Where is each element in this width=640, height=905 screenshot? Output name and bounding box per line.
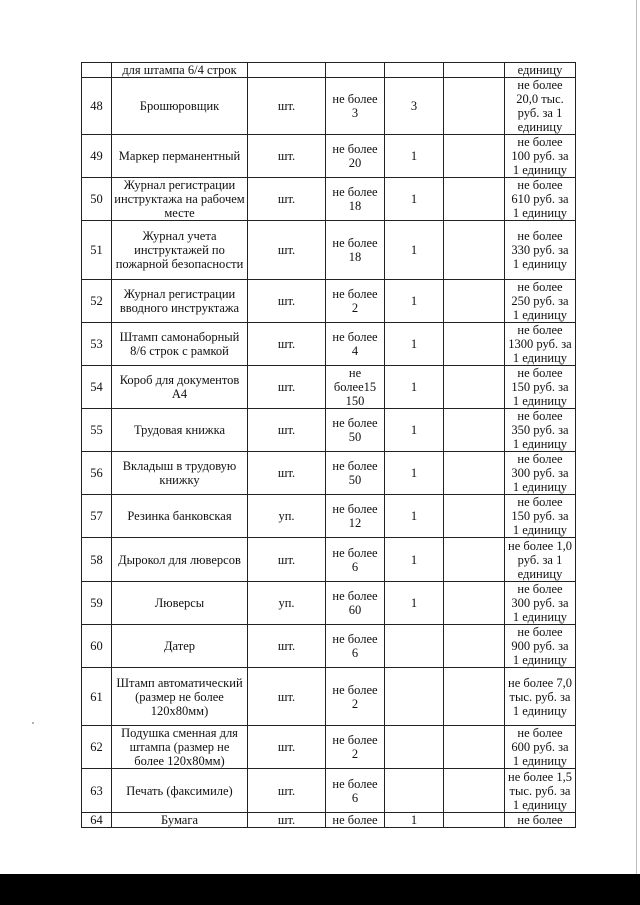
item-quantity: не более 6 xyxy=(326,538,385,582)
item-quantity: не более 50 xyxy=(326,452,385,495)
item-number: 64 xyxy=(82,813,112,828)
item-quantity-min: 1 xyxy=(385,409,444,452)
item-unit: шт. xyxy=(248,726,326,769)
item-quantity-min: 1 xyxy=(385,323,444,366)
item-quantity-min: 1 xyxy=(385,135,444,178)
item-quantity: не более 2 xyxy=(326,668,385,726)
item-quantity-min: 1 xyxy=(385,813,444,828)
item-name: Бумага xyxy=(112,813,248,828)
table-row xyxy=(82,582,576,625)
item-name: Вкладыш в трудовую книжку xyxy=(112,452,248,495)
item-extra xyxy=(444,452,505,495)
item-number: 52 xyxy=(82,280,112,323)
item-name: для штампа 6/4 строк xyxy=(112,63,248,78)
item-quantity: не более 18 xyxy=(326,221,385,280)
item-unit: шт. xyxy=(248,625,326,668)
table-row xyxy=(82,625,576,668)
item-unit: шт. xyxy=(248,280,326,323)
item-quantity-min xyxy=(385,63,444,78)
item-quantity-min: 1 xyxy=(385,538,444,582)
item-quantity-min: 1 xyxy=(385,178,444,221)
item-name: Датер xyxy=(112,625,248,668)
table-row xyxy=(82,221,576,280)
item-name: Дырокол для люверсов xyxy=(112,538,248,582)
item-unit: шт. xyxy=(248,668,326,726)
item-number: 63 xyxy=(82,769,112,813)
item-quantity-min xyxy=(385,726,444,769)
item-quantity-min xyxy=(385,625,444,668)
item-name: Короб для документов А4 xyxy=(112,366,248,409)
item-price: не более 100 руб. за 1 единицу xyxy=(505,135,576,178)
item-extra xyxy=(444,366,505,409)
item-extra xyxy=(444,280,505,323)
item-quantity: не более15 150 xyxy=(326,366,385,409)
item-unit: шт. xyxy=(248,323,326,366)
item-unit: шт. xyxy=(248,538,326,582)
item-price: не более 350 руб. за 1 единицу xyxy=(505,409,576,452)
items-table xyxy=(81,62,576,828)
table-row xyxy=(82,366,576,409)
item-name: Журнал регистрации вводного инструктажа xyxy=(112,280,248,323)
item-price: единицу xyxy=(505,63,576,78)
item-extra xyxy=(444,78,505,135)
table-row xyxy=(82,78,576,135)
table-row xyxy=(82,280,576,323)
item-price: не более 300 руб. за 1 единицу xyxy=(505,452,576,495)
table-row xyxy=(82,668,576,726)
table-row xyxy=(82,726,576,769)
item-number: 58 xyxy=(82,538,112,582)
item-name: Люверсы xyxy=(112,582,248,625)
item-quantity: не более xyxy=(326,813,385,828)
table-row xyxy=(82,178,576,221)
item-name: Журнал учета инструктажей по пожарной безопасности xyxy=(112,221,248,280)
scan-edge-line xyxy=(636,0,637,874)
item-extra xyxy=(444,323,505,366)
item-number: 62 xyxy=(82,726,112,769)
item-extra xyxy=(444,495,505,538)
item-name: Брошюровщик xyxy=(112,78,248,135)
item-unit: уп. xyxy=(248,495,326,538)
item-unit: шт. xyxy=(248,221,326,280)
item-quantity: не более 4 xyxy=(326,323,385,366)
item-name: Печать (факсимиле) xyxy=(112,769,248,813)
item-quantity: не более 6 xyxy=(326,625,385,668)
item-unit: шт. xyxy=(248,178,326,221)
item-unit: шт. xyxy=(248,452,326,495)
item-extra xyxy=(444,726,505,769)
table-row xyxy=(82,135,576,178)
item-number: 59 xyxy=(82,582,112,625)
item-unit: шт. xyxy=(248,78,326,135)
item-price: не более 600 руб. за 1 единицу xyxy=(505,726,576,769)
item-quantity: не более 60 xyxy=(326,582,385,625)
item-number: 61 xyxy=(82,668,112,726)
item-quantity xyxy=(326,63,385,78)
item-name: Трудовая книжка xyxy=(112,409,248,452)
table-row xyxy=(82,769,576,813)
item-name: Резинка банковская xyxy=(112,495,248,538)
item-price: не более 7,0 тыс. руб. за 1 единицу xyxy=(505,668,576,726)
item-extra xyxy=(444,221,505,280)
scan-speck xyxy=(32,722,34,724)
item-quantity-min: 1 xyxy=(385,366,444,409)
item-name: Журнал регистрации инструктажа на рабочем месте xyxy=(112,178,248,221)
item-number: 55 xyxy=(82,409,112,452)
item-quantity-min: 1 xyxy=(385,582,444,625)
item-unit: шт. xyxy=(248,769,326,813)
item-name: Маркер перманентный xyxy=(112,135,248,178)
item-extra xyxy=(444,625,505,668)
item-number: 51 xyxy=(82,221,112,280)
table-row xyxy=(82,323,576,366)
item-price: не более 150 руб. за 1 единицу xyxy=(505,366,576,409)
item-extra xyxy=(444,538,505,582)
item-unit: шт. xyxy=(248,366,326,409)
item-extra xyxy=(444,178,505,221)
item-extra xyxy=(444,769,505,813)
item-number: 53 xyxy=(82,323,112,366)
item-number: 49 xyxy=(82,135,112,178)
item-number: 60 xyxy=(82,625,112,668)
item-price: не более 300 руб. за 1 единицу xyxy=(505,582,576,625)
item-extra xyxy=(444,409,505,452)
item-quantity-min: 1 xyxy=(385,495,444,538)
item-quantity-min xyxy=(385,668,444,726)
item-quantity-min xyxy=(385,769,444,813)
item-price: не более 610 руб. за 1 единицу xyxy=(505,178,576,221)
item-quantity-min: 3 xyxy=(385,78,444,135)
table-row xyxy=(82,63,576,78)
item-number xyxy=(82,63,112,78)
item-price: не более xyxy=(505,813,576,828)
item-price: не более 330 руб. за 1 единицу xyxy=(505,221,576,280)
item-quantity: не более 18 xyxy=(326,178,385,221)
item-price: не более 1,0 руб. за 1 единицу xyxy=(505,538,576,582)
item-extra xyxy=(444,668,505,726)
item-extra xyxy=(444,63,505,78)
table-row xyxy=(82,409,576,452)
item-unit: шт. xyxy=(248,409,326,452)
item-quantity: не более 6 xyxy=(326,769,385,813)
table-row xyxy=(82,495,576,538)
item-price: не более 250 руб. за 1 единицу xyxy=(505,280,576,323)
item-number: 56 xyxy=(82,452,112,495)
item-price: не более 900 руб. за 1 единицу xyxy=(505,625,576,668)
item-unit: уп. xyxy=(248,582,326,625)
item-quantity: не более 2 xyxy=(326,280,385,323)
item-extra xyxy=(444,813,505,828)
items-table-body xyxy=(82,63,576,828)
item-extra xyxy=(444,582,505,625)
item-quantity: не более 2 xyxy=(326,726,385,769)
item-name: Штамп самонаборный 8/6 строк с рамкой xyxy=(112,323,248,366)
scan-bottom-border xyxy=(0,874,640,905)
item-quantity: не более 50 xyxy=(326,409,385,452)
item-price: не более 1,5 тыс. руб. за 1 единицу xyxy=(505,769,576,813)
table-row xyxy=(82,538,576,582)
item-number: 57 xyxy=(82,495,112,538)
item-unit: шт. xyxy=(248,135,326,178)
table-row xyxy=(82,452,576,495)
item-quantity-min: 1 xyxy=(385,452,444,495)
item-number: 50 xyxy=(82,178,112,221)
item-quantity: не более 20 xyxy=(326,135,385,178)
item-number: 48 xyxy=(82,78,112,135)
table-row xyxy=(82,813,576,828)
item-price: не более 1300 руб. за 1 единицу xyxy=(505,323,576,366)
item-quantity-min: 1 xyxy=(385,280,444,323)
item-quantity-min: 1 xyxy=(385,221,444,280)
item-number: 54 xyxy=(82,366,112,409)
item-name: Подушка сменная для штампа (размер не более 120х80мм) xyxy=(112,726,248,769)
item-price: не более 20,0 тыс. руб. за 1 единицу xyxy=(505,78,576,135)
item-name: Штамп автоматический (размер не более 120х80мм) xyxy=(112,668,248,726)
item-extra xyxy=(444,135,505,178)
item-unit: шт. xyxy=(248,813,326,828)
item-price: не более 150 руб. за 1 единицу xyxy=(505,495,576,538)
item-quantity: не более 12 xyxy=(326,495,385,538)
item-quantity: не более 3 xyxy=(326,78,385,135)
item-unit xyxy=(248,63,326,78)
